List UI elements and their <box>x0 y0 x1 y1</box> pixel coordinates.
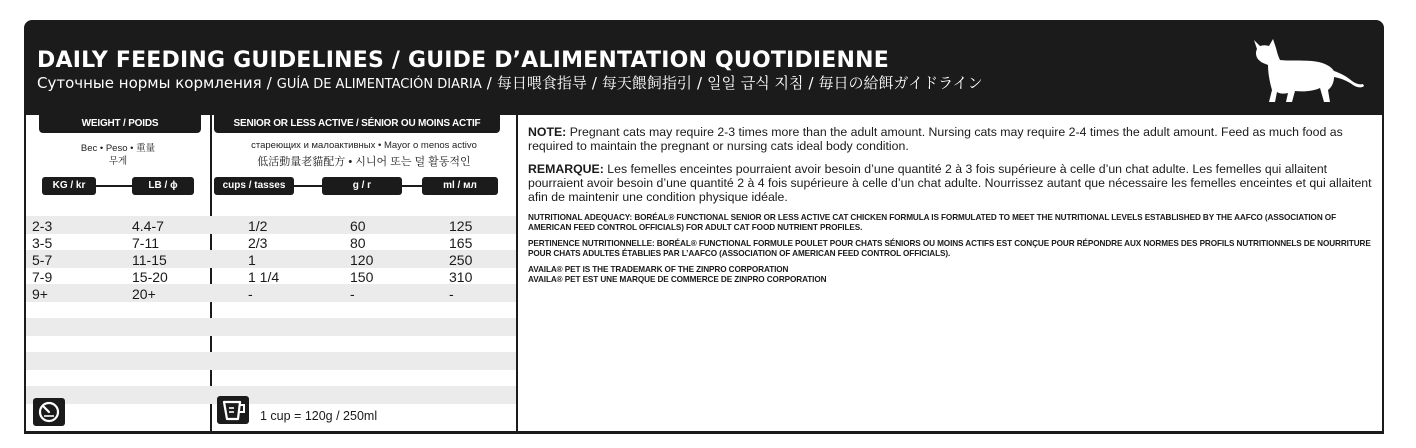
unit-cups-header: cups / tasses <box>214 177 294 195</box>
note-text: Pregnant cats may require 2-3 times more than the adult amount. Nursing cats may require 2-4 times the adult amount. Feed as much food as required to maintain the pregnant or nursing cats ideal body condition. <box>528 125 1343 153</box>
grams-cell: 150 <box>350 269 374 285</box>
weight-column <box>24 115 212 434</box>
weight-subtitle-1: Вес • Peso • 重量 <box>80 143 156 154</box>
cups-cell: 1 1/4 <box>248 269 280 285</box>
weight-lb-cell: 4.4-7 <box>132 218 164 234</box>
multilingual-subtitle <box>37 72 983 93</box>
note-paragraph <box>528 125 1374 153</box>
weight-kg-cell: 3-5 <box>32 235 53 251</box>
weight-lb-cell: 20+ <box>132 286 156 302</box>
ml-cell: 125 <box>449 218 473 234</box>
weight-kg-cell: 9+ <box>32 286 48 302</box>
table-row-stripe <box>26 216 212 234</box>
subtitle-korean: 일일 급식 지침 <box>707 74 804 92</box>
table-row-stripe <box>212 352 516 370</box>
note-lead: NOTE: <box>528 125 567 139</box>
grams-cell: 80 <box>350 235 366 251</box>
cup-conversion-note: 1 cup = 120g / 250ml <box>260 409 378 423</box>
table-row-stripe <box>26 284 212 302</box>
table-row-stripe <box>26 352 212 370</box>
grams-cell: 60 <box>350 218 366 234</box>
unit-ml-header: ml / мл <box>422 177 498 195</box>
subtitle-chinese-traditional: 每天餵飼指引 <box>601 74 692 92</box>
senior-column <box>212 115 518 434</box>
table-row-stripe <box>212 386 516 404</box>
nutritional-adequacy-en: NUTRITIONAL ADEQUACY: BORÉAL® FUNCTIONAL SENIOR OR LESS ACTIVE CAT CHICKEN FORMULA IS FORMULATED TO MEET THE NUTRITIONAL LEVELS ESTABLISHED BY THE AAFCO (ASSOCIATION OF AMERICAN FEED CONTROL OFFICIALS) FOR ADULT CAT FOOD NUTRIENT PROFILES. <box>528 213 1336 232</box>
scale-icon <box>32 397 66 427</box>
unit-grams-header: g / г <box>322 177 402 195</box>
feeding-guide-label <box>24 20 1384 434</box>
ml-cell: - <box>449 286 454 302</box>
weight-subtitle-2: 무게 <box>108 156 128 167</box>
grams-cell: 120 <box>350 252 374 268</box>
separator: / <box>808 74 814 92</box>
weight-kg-cell: 2-3 <box>32 218 53 234</box>
subtitle-russian: Суточные нормы кормления <box>37 74 262 92</box>
table-row-stripe <box>212 284 516 302</box>
separator: / <box>591 74 597 92</box>
separator: / <box>696 74 702 92</box>
weight-lb-cell: 15-20 <box>132 269 168 285</box>
remarque-text: Les femelles enceintes pourraient avoir besoin d’une quantité 2 à 3 fois supérieure à celle d’un chat adulte. Les femelles qui allaitent pourraient avoir besoin d’une quantité 2 à 4 fois supérieure à celle d’un chat adulte. Nourrissez autant que nécessaire les femelles enceintes et qui allaitent afin de maintenir une condition physique idéale. <box>528 162 1372 204</box>
cat-silhouette-icon <box>1248 36 1366 104</box>
table-row-stripe <box>26 250 212 268</box>
feeding-table <box>24 115 1384 434</box>
remarque-lead: REMARQUE: <box>528 162 604 176</box>
header-banner <box>24 20 1384 115</box>
cups-cell: 1/2 <box>248 218 268 234</box>
notes-block <box>528 125 1374 291</box>
weight-kg-cell: 5-7 <box>32 252 53 268</box>
cups-cell: - <box>248 286 253 302</box>
subtitle-spanish: GUÍA DE ALIMENTACIÓN DIARIA <box>276 77 482 92</box>
trademark-fr: AVAILA® PET EST UNE MARQUE DE COMMERCE DE ZINPRO CORPORATION <box>528 274 827 284</box>
cups-cell: 2/3 <box>248 235 268 251</box>
senior-subtitle-1: стареющих и малоактивных • Mayor o menos activo <box>251 140 477 151</box>
senior-subtitle-2: 低活動量老貓配方 • 시니어 또는 덜 활동적인 <box>257 156 471 168</box>
unit-lb-header: LB / ϕ <box>132 177 194 195</box>
separator: / <box>266 74 272 92</box>
table-row-stripe <box>26 318 212 336</box>
weight-lb-cell: 11-15 <box>132 252 167 268</box>
cups-cell: 1 <box>248 252 256 268</box>
trademark-en: AVAILA® PET IS THE TRADEMARK OF THE ZINPRO CORPORATION <box>528 265 789 274</box>
unit-kg-header: KG / kr <box>42 177 96 195</box>
ml-cell: 165 <box>449 235 473 251</box>
separator: / <box>486 74 492 92</box>
senior-header-tab: SENIOR OR LESS ACTIVE / SÉNIOR OU MOINS ACTIF <box>214 115 500 133</box>
ml-cell: 250 <box>449 252 473 268</box>
page-title: DAILY FEEDING GUIDELINES / GUIDE D’ALIMENTATION QUOTIDIENNE <box>37 48 889 73</box>
subtitle-chinese-simplified: 每日喂食指导 <box>496 74 587 92</box>
remarque-paragraph <box>528 162 1374 204</box>
nutritional-adequacy-fr: PERTINENCE NUTRITIONNELLE: BORÉAL® FUNCTIONAL FORMULE POULET POUR CHATS SÉNIORS OU MOINS ACTIFS EST CONÇUE POUR RÉPONDRE AUX NORMES DES PROFILS NUTRITIONNELS DE NOURRITURE POUR CHATS ADULTES ÉTABLIES PAR L’AAFCO (ASSOCIATION OF AMERICAN FEED CONTROL OFFICIALS). <box>528 239 1371 258</box>
ml-cell: 310 <box>449 269 473 285</box>
grams-cell: - <box>350 286 355 302</box>
weight-header-tab: WEIGHT / POIDS <box>39 115 201 133</box>
notes-column <box>518 115 1384 434</box>
subtitle-japanese: 毎日の給餌ガイドライン <box>818 74 983 92</box>
weight-lb-cell: 7-11 <box>132 235 159 251</box>
table-row-stripe <box>212 318 516 336</box>
weight-kg-cell: 7-9 <box>32 269 53 285</box>
measuring-cup-icon <box>216 395 250 425</box>
